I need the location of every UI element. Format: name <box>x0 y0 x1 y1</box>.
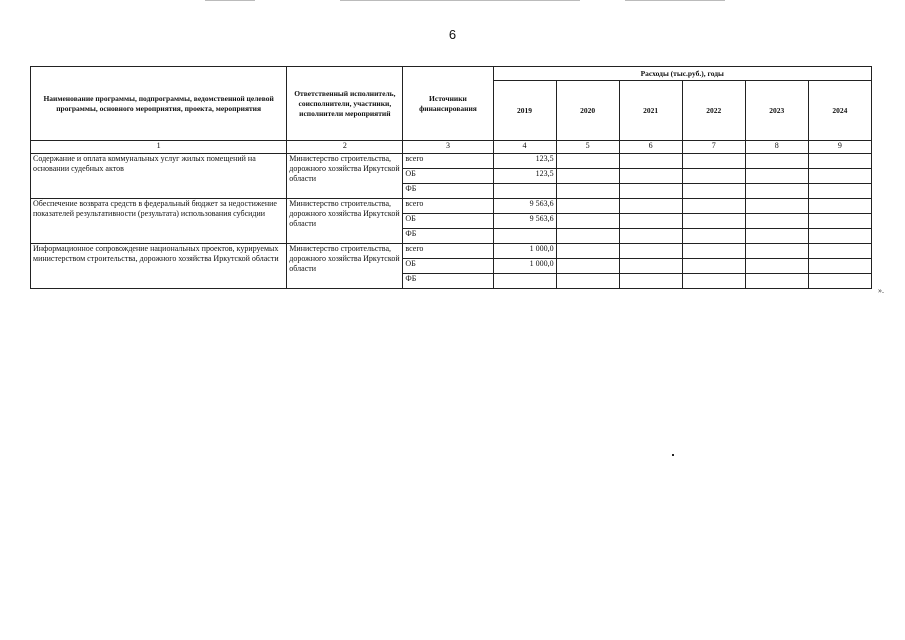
value-2019: 1 000,0 <box>493 259 556 274</box>
value-2019: 9 563,6 <box>493 214 556 229</box>
value-cell <box>808 169 871 184</box>
column-number: 7 <box>682 141 745 154</box>
value-cell <box>808 244 871 259</box>
value-cell <box>619 154 682 169</box>
value-cell <box>682 244 745 259</box>
header-year-2019: 2019 <box>493 81 556 141</box>
value-cell <box>556 199 619 214</box>
value-cell <box>556 169 619 184</box>
value-2019: 123,5 <box>493 169 556 184</box>
source-label: всего <box>403 199 493 214</box>
source-label: всего <box>403 154 493 169</box>
value-cell <box>808 214 871 229</box>
value-cell <box>619 274 682 289</box>
header-source: Источники финансирования <box>403 67 493 141</box>
value-cell <box>682 259 745 274</box>
value-cell <box>619 214 682 229</box>
header-year-2024: 2024 <box>808 81 871 141</box>
table-row <box>31 154 872 169</box>
value-cell <box>745 184 808 199</box>
value-cell <box>556 259 619 274</box>
value-cell <box>682 154 745 169</box>
source-label: ФБ <box>403 184 493 199</box>
header-year-2022: 2022 <box>682 81 745 141</box>
value-2019 <box>493 184 556 199</box>
scan-speck <box>672 454 674 456</box>
source-label: ОБ <box>403 169 493 184</box>
column-numbers-row <box>31 141 872 154</box>
value-cell <box>808 259 871 274</box>
value-cell <box>619 169 682 184</box>
value-cell <box>556 229 619 244</box>
value-cell <box>619 199 682 214</box>
activity-executor: Министерство строительства, дорожного хозяйства Иркутской области <box>287 154 403 199</box>
activity-executor: Министерство строительства, дорожного хозяйства Иркутской области <box>287 199 403 244</box>
value-2019: 9 563,6 <box>493 199 556 214</box>
value-cell <box>745 229 808 244</box>
value-cell <box>682 274 745 289</box>
value-cell <box>682 184 745 199</box>
header-year-2021: 2021 <box>619 81 682 141</box>
value-2019 <box>493 274 556 289</box>
value-cell <box>808 154 871 169</box>
value-cell <box>682 214 745 229</box>
value-cell <box>808 229 871 244</box>
activity-name: Обеспечение возврата средств в федеральный бюджет за недостижение показателей результативности (результата) использования субсидии <box>31 199 287 244</box>
value-cell <box>556 214 619 229</box>
value-cell <box>682 169 745 184</box>
header-year-2023: 2023 <box>745 81 808 141</box>
source-label: всего <box>403 244 493 259</box>
value-cell <box>745 169 808 184</box>
value-2019: 1 000,0 <box>493 244 556 259</box>
value-2019: 123,5 <box>493 154 556 169</box>
value-cell <box>808 184 871 199</box>
value-cell <box>556 184 619 199</box>
source-label: ОБ <box>403 259 493 274</box>
header-year-2020: 2020 <box>556 81 619 141</box>
value-cell <box>556 274 619 289</box>
value-2019 <box>493 229 556 244</box>
source-label: ФБ <box>403 229 493 244</box>
value-cell <box>682 229 745 244</box>
column-number: 9 <box>808 141 871 154</box>
budget-table <box>30 66 872 289</box>
value-cell <box>556 244 619 259</box>
column-number: 1 <box>31 141 287 154</box>
value-cell <box>556 154 619 169</box>
value-cell <box>745 244 808 259</box>
value-cell <box>745 214 808 229</box>
table-row <box>31 199 872 214</box>
activity-name: Информационное сопровождение национальных проектов, курируемых министерством строительства, дорожного хозяйства Иркутской области <box>31 244 287 289</box>
value-cell <box>619 184 682 199</box>
column-number: 3 <box>403 141 493 154</box>
value-cell <box>682 199 745 214</box>
column-number: 4 <box>493 141 556 154</box>
value-cell <box>745 199 808 214</box>
page-number: 6 <box>448 27 457 42</box>
source-label: ОБ <box>403 214 493 229</box>
value-cell <box>745 154 808 169</box>
table-row <box>31 244 872 259</box>
value-cell <box>745 274 808 289</box>
value-cell <box>745 259 808 274</box>
activity-name: Содержание и оплата коммунальных услуг жилых помещений на основании судебных актов <box>31 154 287 199</box>
value-cell <box>808 199 871 214</box>
value-cell <box>619 244 682 259</box>
header-expenses: Расходы (тыс.руб.), годы <box>493 67 871 81</box>
column-number: 8 <box>745 141 808 154</box>
source-label: ФБ <box>403 274 493 289</box>
header-name: Наименование программы, подпрограммы, ведомственной целевой программы, основного мероприятия, проекта, мероприятия <box>31 67 287 141</box>
value-cell <box>808 274 871 289</box>
column-number: 2 <box>287 141 403 154</box>
activity-executor: Министерство строительства, дорожного хозяйства Иркутской области <box>287 244 403 289</box>
value-cell <box>619 229 682 244</box>
column-number: 5 <box>556 141 619 154</box>
value-cell <box>619 259 682 274</box>
closing-quote-mark: ». <box>878 286 884 295</box>
column-number: 6 <box>619 141 682 154</box>
header-executor: Ответственный исполнитель, соисполнители, участники, исполнители мероприятий <box>287 67 403 141</box>
